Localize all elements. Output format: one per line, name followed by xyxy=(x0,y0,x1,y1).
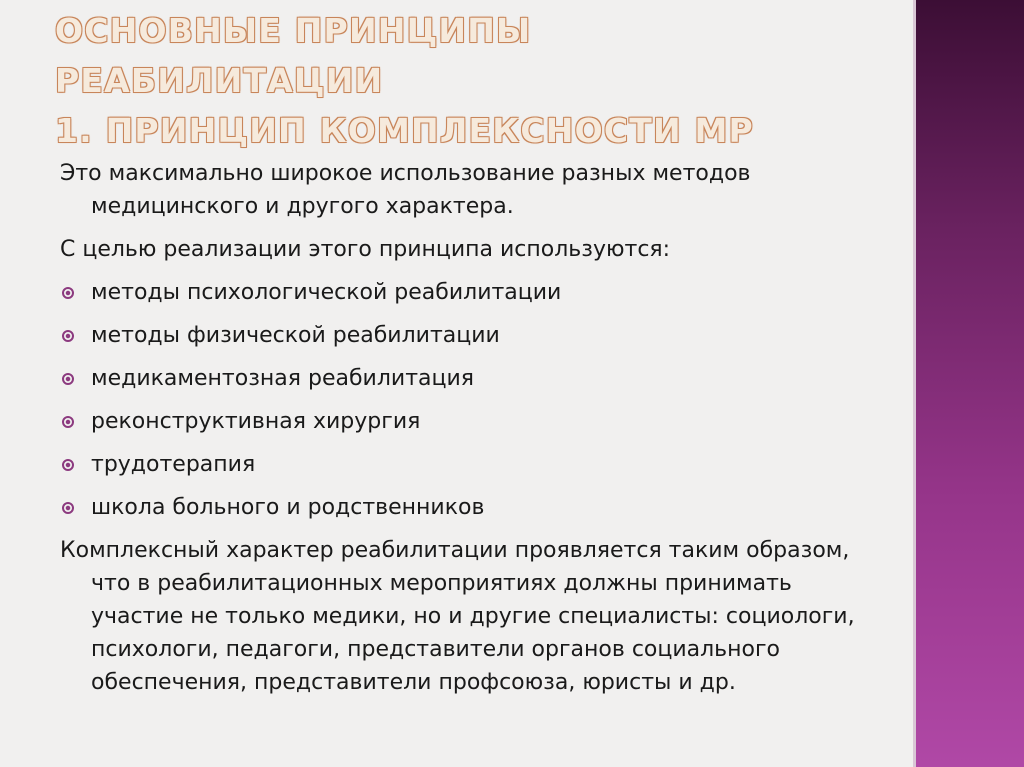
title-line-3: 1. ПРИНЦИП КОМПЛЕКСНОСТИ МР xyxy=(55,111,754,150)
list-item-text: методы физической реабилитации xyxy=(91,323,500,348)
list-item-text: медикаментозная реабилитация xyxy=(91,366,475,391)
intro-paragraph: Это максимально широкое использование разных методов медицинского и другого характера. xyxy=(60,161,751,219)
list-item xyxy=(60,319,880,352)
circle-bullet-icon xyxy=(62,373,74,385)
decorative-side-band xyxy=(913,0,1024,767)
list-item xyxy=(60,491,880,524)
title-line-1: ОСНОВНЫЕ ПРИНЦИПЫ xyxy=(55,11,532,50)
conclusion-paragraph: Комплексный характер реабилитации проявляется таким образом, что в реабилитационных мероприятиях должны принимать участие не только медики, но и другие специалисты: социологи, психологи, педагоги, представители органов социального обеспечения, представители профсоюза, юристы и др. xyxy=(60,538,855,695)
circle-bullet-icon xyxy=(62,330,74,342)
circle-bullet-icon xyxy=(62,502,74,514)
list-item xyxy=(60,276,880,309)
title-line-2: РЕАБИЛИТАЦИИ xyxy=(55,61,384,100)
list-item-text: школа больного и родственников xyxy=(91,495,485,520)
list-item xyxy=(60,362,880,395)
list-item-text: трудотерапия xyxy=(91,452,256,477)
circle-bullet-icon xyxy=(62,287,74,299)
lead-paragraph: С целью реализации этого принципа используются: xyxy=(60,237,671,262)
list-item xyxy=(60,448,880,481)
list-item xyxy=(60,405,880,438)
list-item-text: реконструктивная хирургия xyxy=(91,409,421,434)
circle-bullet-icon xyxy=(62,459,74,471)
circle-bullet-icon xyxy=(62,416,74,428)
list-item-text: методы психологической реабилитации xyxy=(91,280,562,305)
bullet-list xyxy=(60,276,880,524)
slide-title xyxy=(55,6,905,156)
slide-content xyxy=(60,157,880,699)
